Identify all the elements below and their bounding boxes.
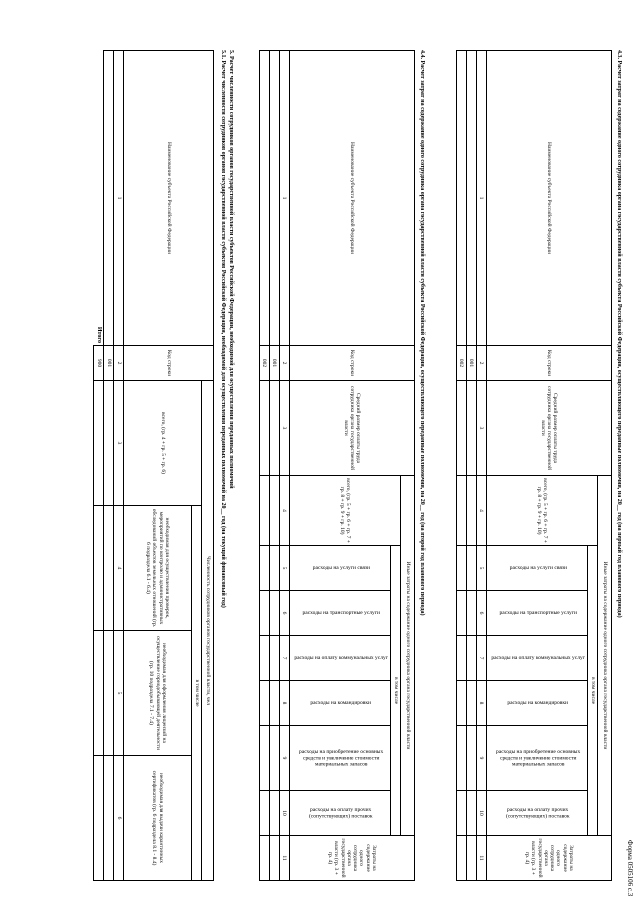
col-number: 5 — [114, 631, 124, 756]
header-avg-salary: Средний размер оплаты труда сотрудника органа государственной власти — [486, 381, 611, 476]
section-4-3-title: 4.3. Расчет затрат на содержание одного сотрудника органа государственной власти субъекта Российской Федерации, осуществляющего переданные полномочия, на 20__ год (на первый год планового периода) — [616, 50, 622, 618]
col-number: 10 — [279, 791, 289, 836]
header-col-4: необходимая для осуществления проверок, мероприятий по контролю и административных обследований объектов земельных отношений (гр. 6 подраздела 6.1 - 6.4) — [124, 506, 192, 631]
header-name: Наименование субъекта Российской Федерации — [486, 51, 611, 346]
header-col-5: необходимая для оформления лицензий на осуществление горнодобывающей деятельности (гр. 10 подраздела 7.1 - 7.4) — [124, 631, 192, 756]
col-number: 8 — [279, 681, 289, 726]
header-col-8: расходы на командировки — [289, 681, 390, 726]
header-total: всего, (гр. 4 + гр. 5 + гр. 6) — [124, 381, 202, 506]
col-number: 8 — [476, 681, 486, 726]
header-name: Наименование субъекта Российской Федерации — [289, 51, 414, 346]
cell[interactable] — [94, 506, 104, 631]
header-incl: в том числе — [588, 546, 598, 836]
header-col-7: расходы на оплату коммунальных услуг — [486, 636, 587, 681]
cell[interactable] — [456, 836, 466, 881]
col-number: 5 — [279, 546, 289, 591]
header-other-costs: Иные затраты на содержание одного сотрудника органа государственной власти — [598, 476, 612, 836]
cell[interactable] — [94, 631, 104, 756]
table-row — [104, 51, 114, 881]
header-col-9: расходы на приобретение основных средств и увеличение стоимости материальных запасов — [486, 726, 587, 791]
cell[interactable] — [94, 756, 104, 881]
header-code: Код строки — [124, 346, 214, 381]
column-numbers-row — [476, 51, 486, 881]
col-number: 9 — [279, 726, 289, 791]
header-col-11: Затраты на содержание одного сотрудника органа государственной власти (гр. 3 + гр. 4) — [289, 836, 414, 881]
cell[interactable] — [259, 381, 269, 476]
col-number: 9 — [476, 726, 486, 791]
section-5-title: 5. Расчет численности сотрудников органов государственной власти субъектов Российской Федерации, необходимой для осуществления переданных полномочий — [228, 50, 234, 489]
header-col-5: расходы на услуги связи — [486, 546, 587, 591]
cell-code: 001 — [104, 346, 114, 381]
cell[interactable] — [456, 381, 466, 476]
col-number: 4 — [114, 506, 124, 631]
cell[interactable] — [94, 381, 104, 506]
cell[interactable] — [259, 836, 269, 881]
col-number: 7 — [279, 636, 289, 681]
column-numbers-row — [114, 51, 124, 881]
header-incl: в том числе — [391, 546, 401, 836]
cell[interactable] — [269, 836, 279, 881]
header-col-6: расходы на транспортные услуги — [486, 591, 587, 636]
cell[interactable] — [456, 546, 466, 591]
col-number: 6 — [279, 591, 289, 636]
cell[interactable] — [466, 476, 476, 546]
col-number: 4 — [476, 476, 486, 546]
cell[interactable] — [456, 791, 466, 836]
table-4-4 — [259, 50, 415, 881]
column-numbers-row — [279, 51, 289, 881]
cell[interactable] — [259, 636, 269, 681]
col-number: 5 — [476, 546, 486, 591]
cell[interactable] — [259, 591, 269, 636]
col-number: 10 — [476, 791, 486, 836]
header-col-5: расходы на услуги связи — [289, 546, 390, 591]
cell-name[interactable] — [456, 51, 466, 346]
cell[interactable] — [269, 636, 279, 681]
cell[interactable] — [466, 546, 476, 591]
cell[interactable] — [466, 591, 476, 636]
col-number: 3 — [114, 381, 124, 506]
cell[interactable] — [259, 681, 269, 726]
cell[interactable] — [456, 476, 466, 546]
cell[interactable] — [466, 381, 476, 476]
col-number: 2 — [476, 346, 486, 381]
cell-code: 002 — [259, 346, 269, 381]
cell[interactable] — [456, 726, 466, 791]
cell[interactable] — [456, 681, 466, 726]
col-number: 11 — [279, 836, 289, 881]
col-number: 1 — [279, 51, 289, 346]
header-staff-count: Численность сотрудников органов государственной власти, чел — [202, 381, 214, 881]
total-label-cell — [94, 51, 104, 346]
col-number: 3 — [279, 381, 289, 476]
cell-code: 001 — [269, 346, 279, 381]
cell-code: 001 — [466, 346, 476, 381]
cell[interactable] — [104, 381, 114, 506]
cell[interactable] — [466, 681, 476, 726]
header-col-7: расходы на оплату коммунальных услуг — [289, 636, 390, 681]
cell[interactable] — [259, 546, 269, 591]
header-other-costs: Иные затраты на содержание одного сотрудника органа государственной власти — [401, 476, 415, 836]
cell[interactable] — [269, 681, 279, 726]
cell[interactable] — [104, 506, 114, 631]
cell-code: 900 — [94, 346, 104, 381]
cell[interactable] — [104, 631, 114, 756]
header-code: Код строки — [289, 346, 414, 381]
cell[interactable] — [269, 476, 279, 546]
cell[interactable] — [466, 726, 476, 791]
header-code: Код строки — [486, 346, 611, 381]
col-number: 2 — [114, 346, 124, 381]
table-row — [269, 51, 279, 881]
cell[interactable] — [456, 636, 466, 681]
header-col-8: расходы на командировки — [486, 681, 587, 726]
cell[interactable] — [466, 636, 476, 681]
header-col-10: расходы на оплату прочих (сопутствующих) поставок — [486, 791, 587, 836]
total-label: Итого — [95, 326, 102, 343]
col-number: 11 — [476, 836, 486, 881]
cell-name[interactable] — [466, 51, 476, 346]
header-col-10: расходы на оплату прочих (сопутствующих) поставок — [289, 791, 390, 836]
col-number: 2 — [279, 346, 289, 381]
cell[interactable] — [269, 791, 279, 836]
cell[interactable] — [269, 726, 279, 791]
total-row — [94, 51, 104, 881]
header-total: всего, (гр. 5 + гр. 6 + гр. 7 + гр. 8 + гр. 9 + гр. 10) — [486, 476, 597, 546]
cell[interactable] — [456, 591, 466, 636]
cell[interactable] — [259, 476, 269, 546]
col-number: 3 — [476, 381, 486, 476]
cell-name[interactable] — [269, 51, 279, 346]
header-col-11: Затраты на содержание одного сотрудника органа государственной власти (гр. 3 + гр. 4) — [486, 836, 611, 881]
header-col-6: расходы на транспортные услуги — [289, 591, 390, 636]
table-row — [466, 51, 476, 881]
cell-code: 002 — [456, 346, 466, 381]
header-avg-salary: Средний размер оплаты труда сотрудника органа государственной власти — [289, 381, 414, 476]
header-total: всего, (гр. 5 + гр. 6 + гр. 7 + гр. 8 + гр. 9 + гр. 10) — [289, 476, 400, 546]
form-code: Форма 0505106 с.3 — [626, 840, 634, 897]
col-number: 1 — [476, 51, 486, 346]
header-incl: в том числе — [192, 506, 202, 881]
cell[interactable] — [466, 791, 476, 836]
cell-name[interactable] — [104, 51, 114, 346]
section-5-1-title: 5.1. Расчет численности сотрудников органов государственной власти субъектов Российской Федерации, необходимой для осуществления переданных полномочий на 20__ год (на текущий финансовый год) — [220, 50, 226, 608]
col-number: 6 — [114, 756, 124, 881]
col-number: 7 — [476, 636, 486, 681]
cell[interactable] — [259, 791, 269, 836]
cell[interactable] — [269, 546, 279, 591]
col-number: 1 — [114, 51, 124, 346]
cell[interactable] — [259, 726, 269, 791]
table-5-1 — [93, 50, 214, 881]
header-name: Наименование субъекта Российской Федерации — [124, 51, 214, 346]
section-4-4-title: 4.4. Расчет затрат на содержание одного сотрудника органа государственной власти субъекта Российской Федерации, осуществляющего переданные полномочия, на 20__ год (на второй год планового периода) — [419, 50, 425, 616]
cell-name[interactable] — [259, 51, 269, 346]
table-row — [259, 51, 269, 881]
header-col-9: расходы на приобретение основных средств и увеличение стоимости материальных запасов — [289, 726, 390, 791]
header-col-6: необходимая для выдачи карантинных сертификатов (гр. 6 подраздела 8.1 - 8.4) — [124, 756, 192, 881]
col-number: 6 — [476, 591, 486, 636]
table-row — [456, 51, 466, 881]
cell[interactable] — [466, 836, 476, 881]
col-number: 4 — [279, 476, 289, 546]
cell[interactable] — [269, 381, 279, 476]
table-4-3 — [456, 50, 612, 881]
cell[interactable] — [104, 756, 114, 881]
cell[interactable] — [269, 591, 279, 636]
